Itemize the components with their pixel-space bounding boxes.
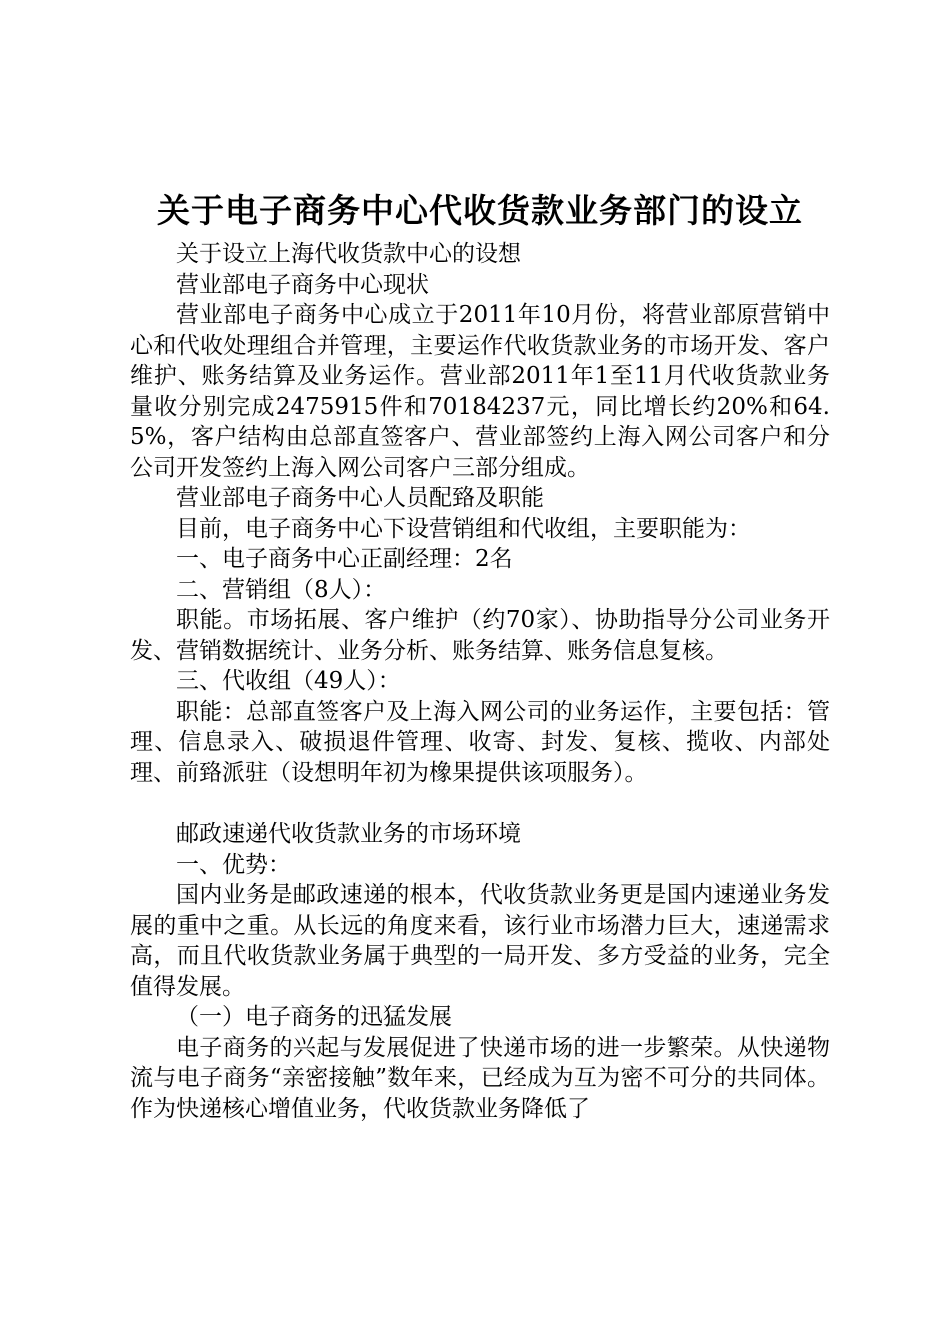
paragraph-advantages-heading: 一、优势： [176, 851, 291, 878]
document-page [130, 183, 830, 1124]
paragraph-ecommerce-heading: （一）电子商务的迅猛发展 [176, 1004, 452, 1030]
blank-line [130, 788, 830, 819]
paragraph-collection-duties: 职能：总部直签客户及上海入网公司的业务运作，主要包括：管理、信息录入、破损退件管理、收寄、封发、复核、揽收、内部处理、前臵派驻（设想明年初为橡果提供该项服务）。 [130, 698, 830, 786]
document-title: 关于电子商务中心代收货款业务部门的设立 [157, 191, 803, 230]
paragraph-marketing-group: 二、营销组（8人）： [176, 576, 387, 603]
paragraph-managers: 一、电子商务中心正副经理：2名 [176, 546, 513, 572]
paragraph-proposal-heading: 关于设立上海代收货款中心的设想 [176, 241, 521, 267]
paragraph-ecommerce-body: 电子商务的兴起与发展促进了快递市场的进一步繁荣。从快递物流与电子商务“亲密接触”数年来，已经成为互为密不可分的共同体。作为快递核心增值业务，代收货款业务降低了 [130, 1034, 830, 1122]
paragraph-advantages-body: 国内业务是邮政速递的根本，代收货款业务更是国内速递业务发展的重中之重。从长远的角度来看，该行业市场潜力巨大，速递需求高，而且代收货款业务属于典型的一局开发、多方受益的业务，完全值得发展。 [130, 882, 830, 1000]
paragraph-status-heading: 营业部电子商务中心现状 [176, 271, 429, 298]
paragraph-status-body: 营业部电子商务中心成立于2011年10月份，将营业部原营销中心和代收处理组合并管理，主要运作代收货款业务的市场开发、客户维护、账务结算及业务运作。营业部2011年1至11月代收货款业务量收分别完成2475915件和70184237元，同比增长约20%和64.5%，客户结构由总部直签客户、营业部签约上海入网公司客户和分公司开发签约上海入网公司客户三部分组成。 [130, 302, 830, 481]
paragraph-marketing-duties: 职能。市场拓展、客户维护（约70家）、协助指导分公司业务开发、营销数据统计、业务分析、账务结算、账务信息复核。 [130, 607, 830, 664]
paragraph-market-heading: 邮政速递代收货款业务的市场环境 [176, 821, 521, 847]
paragraph-collection-group: 三、代收组（49人）： [176, 668, 401, 694]
paragraph-staff-intro: 目前，电子商务中心下设营销组和代收组，主要职能为： [176, 515, 751, 542]
paragraph-staff-heading: 营业部电子商务中心人员配臵及职能 [176, 485, 544, 511]
